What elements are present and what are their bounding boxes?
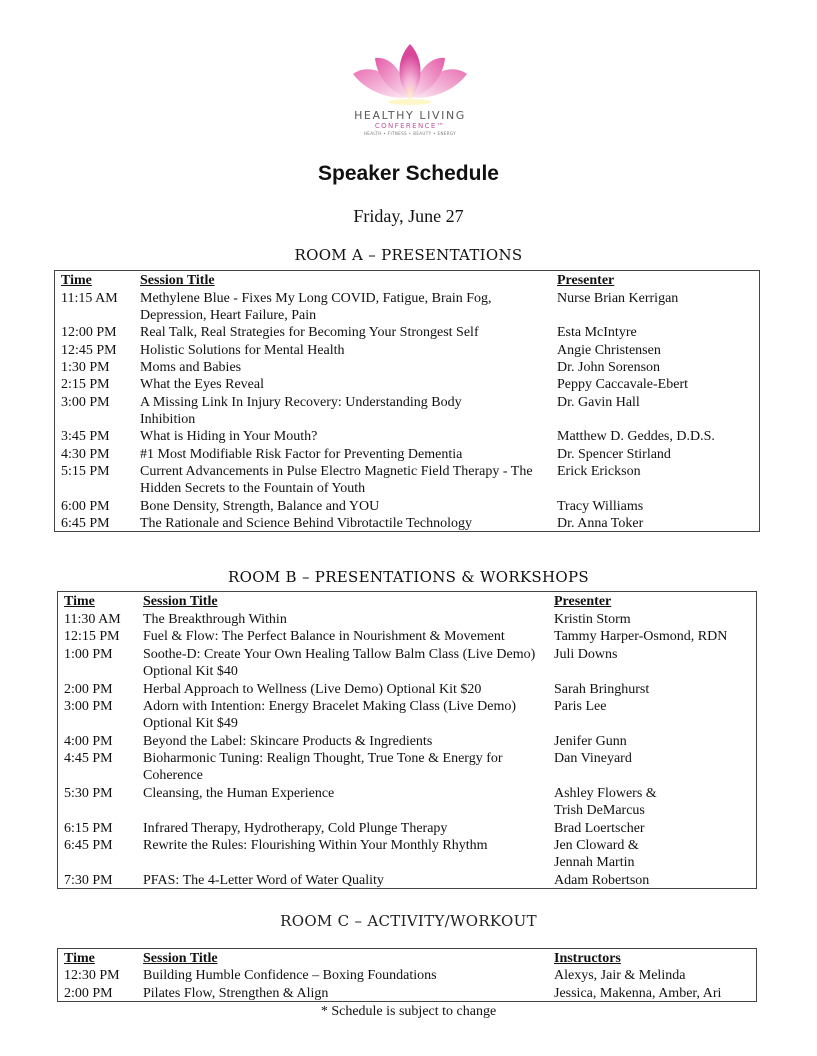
table-cell-time: 2:00 PM xyxy=(64,682,113,697)
table-cell-session: The Rationale and Science Behind Vibrotactile Technology xyxy=(140,516,473,531)
table-cell-session: Methylene Blue - Fixes My Long COVID, Fatigue, Brain Fog, Depression, Heart Failure, Pain xyxy=(140,291,492,324)
schedule-date: Friday, June 27 xyxy=(353,206,464,226)
table-cell-session: Bone Density, Strength, Balance and YOU xyxy=(140,499,380,514)
room-b-header-time: Time xyxy=(64,594,95,609)
table-cell-presenter: Paris Lee xyxy=(554,699,607,714)
table-cell-session: Soothe-D: Create Your Own Healing Tallow Balm Class (Live Demo) Optional Kit $40 xyxy=(143,647,536,680)
logo-brand-subtitle: CONFERENCE™ xyxy=(374,122,446,130)
table-cell-session: Holistic Solutions for Mental Health xyxy=(140,343,345,358)
table-cell-session: Beyond the Label: Skincare Products & Ingredients xyxy=(143,734,433,749)
table-cell-time: 7:30 PM xyxy=(64,873,113,888)
logo-brand-name: HEALTHY LIVING xyxy=(354,109,466,122)
room-a-heading: ROOM A – PRESENTATIONS xyxy=(294,246,523,264)
table-cell-presenter: Dr. John Sorenson xyxy=(557,360,661,375)
room-c-heading: ROOM C – ACTIVITY/WORKOUT xyxy=(280,912,537,930)
room-b-header-presenter: Presenter xyxy=(554,594,612,609)
room-c-header-session: Session Title xyxy=(143,951,218,966)
table-cell-time: 11:30 AM xyxy=(64,612,121,627)
table-cell-presenter: Peppy Caccavale-Ebert xyxy=(557,377,688,392)
table-cell-session: Cleansing, the Human Experience xyxy=(143,786,335,801)
table-cell-presenter: Erick Erickson xyxy=(557,464,641,479)
table-cell-session: #1 Most Modifiable Risk Factor for Preventing Dementia xyxy=(140,447,463,462)
table-cell-time: 3:00 PM xyxy=(64,699,113,714)
logo-tagline: HEALTH • FITNESS • BEAUTY • ENERGY xyxy=(363,131,457,136)
table-cell-session: The Breakthrough Within xyxy=(143,612,287,627)
table-cell-presenter: Juli Downs xyxy=(554,647,618,662)
page-title: Speaker Schedule xyxy=(318,162,499,185)
table-cell-session: PFAS: The 4-Letter Word of Water Quality xyxy=(143,873,384,888)
table-cell-time: 3:00 PM xyxy=(61,395,110,410)
table-cell-session: Moms and Babies xyxy=(140,360,242,375)
table-cell-session: Real Talk, Real Strategies for Becoming Your Strongest Self xyxy=(140,325,479,340)
table-cell-time: 6:45 PM xyxy=(61,516,110,531)
table-cell-session: Bioharmonic Tuning: Realign Thought, True Tone & Energy for Coherence xyxy=(143,751,503,784)
room-b-heading: ROOM B – PRESENTATIONS & WORKSHOPS xyxy=(228,568,589,586)
room-b-header-session: Session Title xyxy=(143,594,218,609)
table-cell-session: What is Hiding in Your Mouth? xyxy=(140,429,318,444)
table-cell-time: 3:45 PM xyxy=(61,429,110,444)
table-cell-session: Adorn with Intention: Energy Bracelet Making Class (Live Demo) Optional Kit $49 xyxy=(143,699,516,732)
table-cell-session: A Missing Link In Injury Recovery: Understanding Body Inhibition xyxy=(140,395,462,428)
table-cell-time: 5:15 PM xyxy=(61,464,110,479)
room-c-header-instructors: Instructors xyxy=(554,951,621,966)
room-a-header-time: Time xyxy=(61,273,92,288)
table-cell-time: 5:30 PM xyxy=(64,786,113,801)
table-cell-instructors: Jessica, Makenna, Amber, Ari xyxy=(554,986,722,1001)
table-cell-presenter: Tracy Williams xyxy=(557,499,644,514)
table-cell-time: 12:00 PM xyxy=(61,325,117,340)
table-cell-session: Building Humble Confidence – Boxing Foundations xyxy=(143,968,437,983)
table-cell-time: 4:30 PM xyxy=(61,447,110,462)
table-cell-session: What the Eyes Reveal xyxy=(140,377,265,392)
table-cell-time: 4:00 PM xyxy=(64,734,113,749)
table-cell-time: 12:15 PM xyxy=(64,629,120,644)
table-cell-session: Infrared Therapy, Hydrotherapy, Cold Plunge Therapy xyxy=(143,821,448,836)
table-cell-presenter: Dr. Anna Toker xyxy=(557,516,644,531)
table-cell-time: 2:00 PM xyxy=(64,986,113,1001)
table-cell-presenter: Ashley Flowers & Trish DeMarcus xyxy=(554,786,657,819)
table-cell-presenter: Jenifer Gunn xyxy=(554,734,627,749)
table-cell-presenter: Brad Loertscher xyxy=(554,821,645,836)
table-cell-presenter: Adam Robertson xyxy=(554,873,650,888)
table-cell-presenter: Dan Vineyard xyxy=(554,751,632,766)
table-cell-time: 11:15 AM xyxy=(61,291,118,306)
table-cell-presenter: Dr. Gavin Hall xyxy=(557,395,640,410)
table-cell-presenter: Matthew D. Geddes, D.D.S. xyxy=(557,429,715,444)
lotus-icon xyxy=(345,40,475,108)
table-cell-session: Current Advancements in Pulse Electro Magnetic Field Therapy - The Hidden Secrets to the Fountain of Youth xyxy=(140,464,533,497)
room-a-header-session: Session Title xyxy=(140,273,215,288)
conference-logo xyxy=(330,40,490,152)
room-a-header-presenter: Presenter xyxy=(557,273,615,288)
table-cell-presenter: Angie Christensen xyxy=(557,343,661,358)
table-cell-time: 1:30 PM xyxy=(61,360,110,375)
table-cell-session: Rewrite the Rules: Flourishing Within Your Monthly Rhythm xyxy=(143,838,488,853)
table-cell-instructors: Alexys, Jair & Melinda xyxy=(554,968,686,983)
table-cell-presenter: Esta McIntyre xyxy=(557,325,637,340)
table-cell-session: Fuel & Flow: The Perfect Balance in Nourishment & Movement xyxy=(143,629,505,644)
table-cell-presenter: Tammy Harper-Osmond, RDN xyxy=(554,629,728,644)
table-cell-time: 2:15 PM xyxy=(61,377,110,392)
table-cell-presenter: Kristin Storm xyxy=(554,612,631,627)
table-cell-presenter: Jen Cloward & Jennah Martin xyxy=(554,838,639,871)
room-c-header-time: Time xyxy=(64,951,95,966)
table-cell-time: 6:15 PM xyxy=(64,821,113,836)
table-cell-presenter: Sarah Bringhurst xyxy=(554,682,650,697)
table-cell-time: 4:45 PM xyxy=(64,751,113,766)
table-cell-session: Pilates Flow, Strengthen & Align xyxy=(143,986,329,1001)
table-cell-presenter: Nurse Brian Kerrigan xyxy=(557,291,679,306)
schedule-footnote: * Schedule is subject to change xyxy=(320,1004,497,1019)
table-cell-time: 12:45 PM xyxy=(61,343,117,358)
table-cell-time: 6:45 PM xyxy=(64,838,113,853)
table-cell-time: 1:00 PM xyxy=(64,647,113,662)
table-cell-time: 6:00 PM xyxy=(61,499,110,514)
table-cell-presenter: Dr. Spencer Stirland xyxy=(557,447,671,462)
table-cell-time: 12:30 PM xyxy=(64,968,120,983)
table-cell-session: Herbal Approach to Wellness (Live Demo) Optional Kit $20 xyxy=(143,682,482,697)
